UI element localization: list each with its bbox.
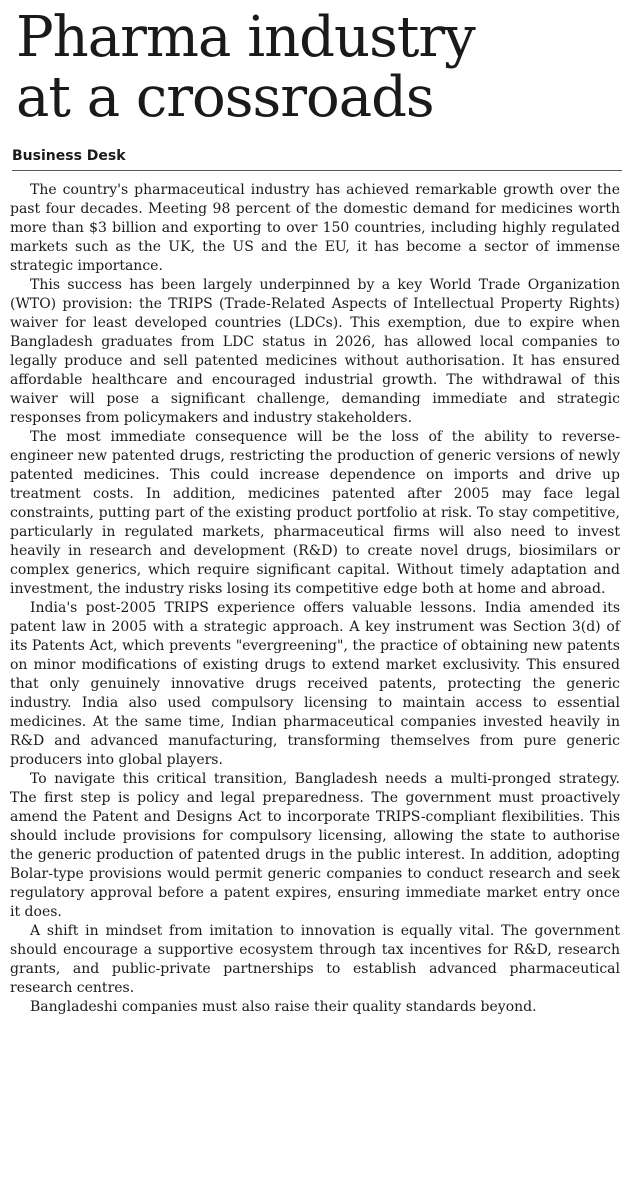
paragraph: India's post-2005 TRIPS experience offers valuable lessons. India amended its patent law in 2005 with a strategic approach. A key instrument was Section 3(d) of its Patents Act, which prevents "evergreening", the practice of obtaining new patents on minor modifications of existing drugs to extend market exclusivity. This ensured that only genuinely innovative drugs received patents, protecting the generic industry. India also used compulsory licensing to maintain access to essential medicines. At the same time, Indian pharmaceutical companies invested heavily in R&D and advanced manufacturing, transforming themselves from pure generic producers into global players.	[10, 600, 620, 768]
headline-line-1: Pharma industry	[16, 5, 475, 70]
paragraph: To navigate this critical transition, Bangladesh needs a multi-pronged strategy. The first step is policy and legal preparedness. The government must proactively amend the Patent and Designs Act to incorporate TRIPS-compliant flexibilities. This should include provisions for compulsory licensing, allowing the state to authorise the generic production of patented drugs in the public interest. In addition, adopting Bolar-type provisions would permit generic companies to conduct research and seek regulatory approval before a patent expires, ensuring immediate market entry once it does.	[10, 771, 620, 920]
paragraph: This success has been largely underpinned by a key World Trade Organization (WTO) provision: the TRIPS (Trade-Related Aspects of Intellectual Property Rights) waiver for least developed countries (LDCs). This exemption, due to expire when Bangladesh graduates from LDC status in 2026, has allowed local companies to legally produce and sell patented medicines without authorisation. It has ensured affordable healthcare and encouraged industrial growth. The withdrawal of this waiver will pose a significant challenge, demanding immediate and strategic responses from policymakers and industry stakeholders.	[10, 277, 620, 426]
paragraph: Bangladeshi companies must also raise their quality standards beyond.	[30, 999, 537, 1015]
headline	[10, 5, 620, 130]
paragraph: A shift in mindset from imitation to innovation is equally vital. The government should encourage a supportive ecosystem through tax incentives for R&D, research grants, and public-private partnerships to establish advanced pharmaceutical research centres.	[10, 923, 620, 996]
paragraph: The most immediate consequence will be the loss of the ability to reverse-engineer new patented drugs, restricting the production of generic versions of newly patented medicines. This could increase dependence on imports and drive up treatment costs. In addition, medicines patented after 2005 may face legal constraints, putting part of the existing product portfolio at risk. To stay competitive, particularly in regulated markets, pharmaceutical firms will also need to invest heavily in research and development (R&D) to create novel drugs, biosimilars or complex generics, which require significant capital. Without timely adaptation and investment, the industry risks losing its competitive edge both at home and abroad.	[10, 429, 620, 597]
article-body	[10, 181, 620, 1017]
paragraph: The country's pharmaceutical industry has achieved remarkable growth over the past four decades. Meeting 98 percent of the domestic demand for medicines worth more than $3 billion and exporting to over 150 countries, including highly regulated markets such as the UK, the US and the EU, it has become a sector of immense strategic importance.	[10, 182, 620, 274]
headline-line-2: at a crossroads	[16, 65, 434, 130]
byline: Business Desk	[12, 148, 622, 171]
news-article	[10, 0, 620, 1017]
